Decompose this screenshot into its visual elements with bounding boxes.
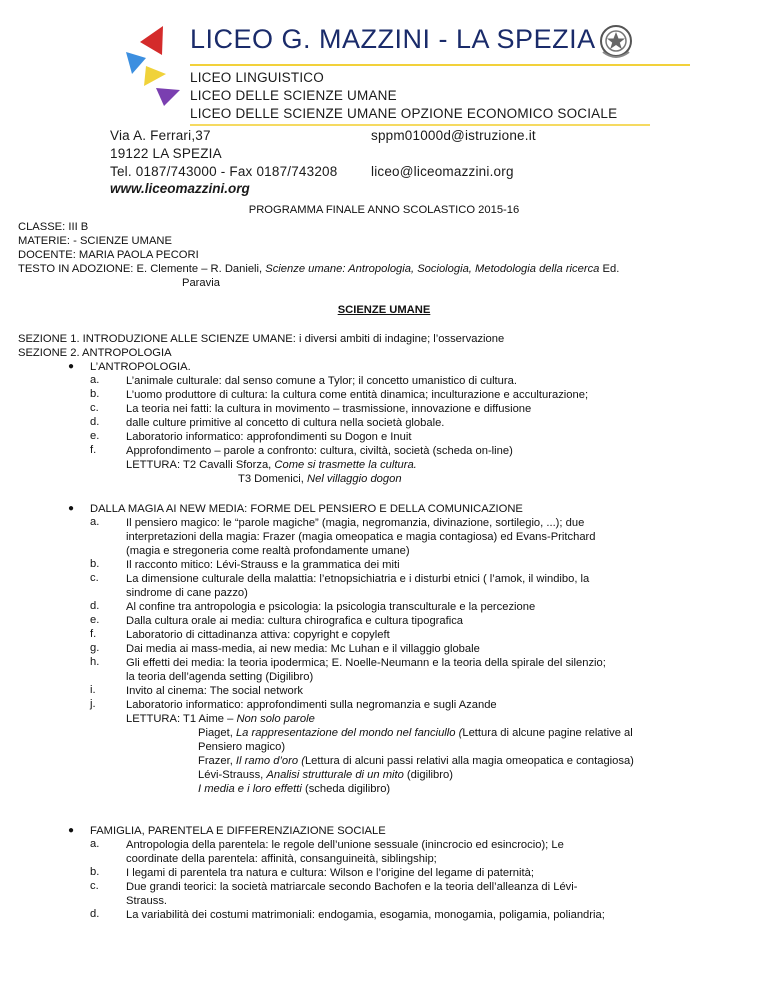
list-letter: e. [90,614,100,626]
reading-suffix: (digilibro) [403,769,453,781]
list-letter: d. [90,600,100,612]
testo-suffix: Ed. [599,263,620,275]
list-item: Il pensiero magico: le “parole magiche” (magia, negromanzia, divinazione, sortilegio, ...); due [126,517,585,529]
list-item: Al confine tra antropologia e psicologia: la psicologia transculturale e la percezione [126,601,536,613]
list-letter: c. [90,880,99,892]
list-letter: c. [90,402,99,414]
list-item: Dai media ai mass-media, ai new media: Mc Luhan e il villaggio globale [126,643,480,655]
reading [126,458,417,472]
list-item: Laboratorio informatico: approfondimenti su Dogon e Inuit [126,431,412,443]
list-letter: a. [90,838,100,850]
reading-prefix: T3 Domenici, [238,473,308,485]
list-item: Antropologia della parentela: le regole dell’unione sessuale (inincrocio ed esincrocio); Le [126,839,564,851]
program-title: PROGRAMMA FINALE ANNO SCOLASTICO 2015-16 [248,204,520,216]
testo-publisher: Paravia [182,277,220,289]
block3-title: FAMIGLIA, PARENTELA E DIFFERENZIAZIONE SOCIALE [90,825,386,837]
address-street: Via A. Ferrari,37 [110,128,211,143]
subject-heading: SCIENZE UMANE [337,304,431,316]
list-item: La teoria nei fatti: la cultura in movimento – trasmissione, innovazione e diffusione [126,403,532,415]
list-item: Laboratorio informatico: approfondimenti sulla negromanzia e sugli Azande [126,699,497,711]
email-liceo[interactable]: liceo@liceomazzini.org [371,164,514,179]
bullet-icon: ● [68,503,75,514]
website-link[interactable]: www.liceomazzini.org [110,181,250,196]
header-rule [190,64,690,66]
list-letter: b. [90,388,100,400]
list-letter: f. [90,628,97,640]
list-letter: h. [90,656,100,668]
reading-prefix: LETTURA: T2 Cavalli Sforza, [126,459,275,471]
bullet-icon: ● [68,825,75,836]
list-item: la teoria dell’agenda setting (Digilibro) [126,671,314,683]
list-item: L’animale culturale: dal senso comune a Tylor; il concetto umanistico di cultura. [126,375,517,387]
list-letter: g. [90,642,100,654]
address-city: 19122 LA SPEZIA [110,146,222,161]
list-letter: d. [90,908,100,920]
testo-prefix: TESTO IN ADOZIONE: E. Clemente – R. Danieli, [18,263,266,275]
list-letter: a. [90,516,100,528]
block2-title: DALLA MAGIA AI NEW MEDIA: FORME DEL PENSIERO E DELLA COMUNICAZIONE [90,503,523,515]
logo-triangles [118,22,188,107]
block1-title: L’ANTROPOLOGIA. [90,361,191,373]
list-item: La variabilità dei costumi matrimoniali: endogamia, esogamia, monogamia, poligamia, poliandria; [126,909,605,921]
reading-suffix: Lettura di alcuni passi relativi alla magia omeopatica e contagiosa) [304,755,634,767]
list-item: interpretazioni della magia: Frazer (magia omeopatica e magia contagiosa) ed Evans-Pritchard [126,531,596,543]
list-item: coordinate della parentela: affinità, consanguineità, siblingship; [126,853,437,865]
list-letter: i. [90,684,96,696]
track-scienze-umane: LICEO DELLE SCIENZE UMANE [190,88,397,103]
reading-title: Analisi strutturale di un mito [266,769,404,781]
list-item: Laboratorio di cittadinanza attiva: copyright e copyleft [126,629,390,641]
list-item: I legami di parentela tra natura e cultura: Wilson e l’origine del legame di paternità; [126,867,534,879]
list-item: Dalla cultura orale ai media: cultura chirografica e cultura tipografica [126,615,464,627]
testo-title: Scienze umane: Antropologia, Sociologia, Metodologia della ricerca [265,263,600,275]
republic-emblem-icon [598,22,634,60]
list-item: Invito al cinema: The social network [126,685,304,697]
materie: MATERIE: - SCIENZE UMANE [18,235,172,247]
sezione-1: SEZIONE 1. INTRODUZIONE ALLE SCIENZE UMANE: i diversi ambiti di indagine; l’osservazione [18,333,505,345]
list-item: Gli effetti dei media: la teoria ipodermica; E. Noelle-Neumann e la teoria della spirale del silenzio; [126,657,606,669]
list-letter: e. [90,430,100,442]
list-letter: b. [90,866,100,878]
reading-title: La rappresentazione del mondo nel fanciullo ( [235,727,463,739]
classe: CLASSE: III B [18,221,89,233]
list-item: Approfondimento – parole a confronto: cultura, civiltà, società (scheda on-line) [126,445,513,457]
list-item: sindrome di cane pazzo) [126,587,248,599]
reading [198,782,390,796]
reading-prefix: Piaget, [198,727,236,739]
reading-prefix: Lévi-Strauss, [198,769,267,781]
reading-title: Come si trasmette la cultura. [274,459,417,471]
list-letter: a. [90,374,100,386]
track-linguistico: LICEO LINGUISTICO [190,70,324,85]
list-item: Strauss. [126,895,168,907]
list-item: (magia e stregoneria come realtà profondamente umane) [126,545,410,557]
list-letter: j. [90,698,96,710]
sezione-2: SEZIONE 2. ANTROPOLOGIA [18,347,172,359]
reading-suffix: Lettura di alcune pagine relative al [462,727,633,739]
reading-title: Il ramo d’oro ( [235,755,305,767]
reading [238,472,402,486]
list-letter: f. [90,444,97,456]
reading-suffix: (scheda digilibro) [301,783,391,795]
list-item: La dimensione culturale della malattia: l’etnopsichiatria e i disturbi etnici ( l’amok, il windibo, la [126,573,590,585]
phone-fax: Tel. 0187/743000 - Fax 0187/743208 [110,164,338,179]
school-name: LICEO G. MAZZINI - LA SPEZIA [190,24,596,54]
header-rule-2 [190,124,650,126]
bullet-icon: ● [68,361,75,372]
list-letter: b. [90,558,100,570]
reading [126,712,315,726]
reading-prefix: LETTURA: T1 Aime – [126,713,237,725]
list-letter: d. [90,416,100,428]
track-economico-sociale: LICEO DELLE SCIENZE UMANE OPZIONE ECONOMICO SOCIALE [190,106,618,121]
docente: DOCENTE: MARIA PAOLA PECORI [18,249,199,261]
list-item: dalle culture primitive al concetto di cultura nella società globale. [126,417,445,429]
reading [198,726,633,740]
list-item: Il racconto mitico: Lévi-Strauss e la grammatica dei miti [126,559,400,571]
reading-title: I media e i loro effetti [198,783,302,795]
email-istruzione[interactable]: sppm01000d@istruzione.it [371,128,536,143]
reading-prefix: Frazer, [198,755,236,767]
reading-title: Non solo parole [236,713,315,725]
list-item: L’uomo produttore di cultura: la cultura come entità dinamica; inculturazione e acculturazione; [126,389,589,401]
list-item: Due grandi teorici: la società matriarcale secondo Bachofen e la teoria dell’alleanza di Lévi- [126,881,578,893]
testo-adozione [18,262,619,276]
list-letter: c. [90,572,99,584]
reading-cont: Pensiero magico) [198,741,286,753]
reading [198,754,634,768]
reading [198,768,453,782]
reading-title: Nel villaggio dogon [307,473,402,485]
